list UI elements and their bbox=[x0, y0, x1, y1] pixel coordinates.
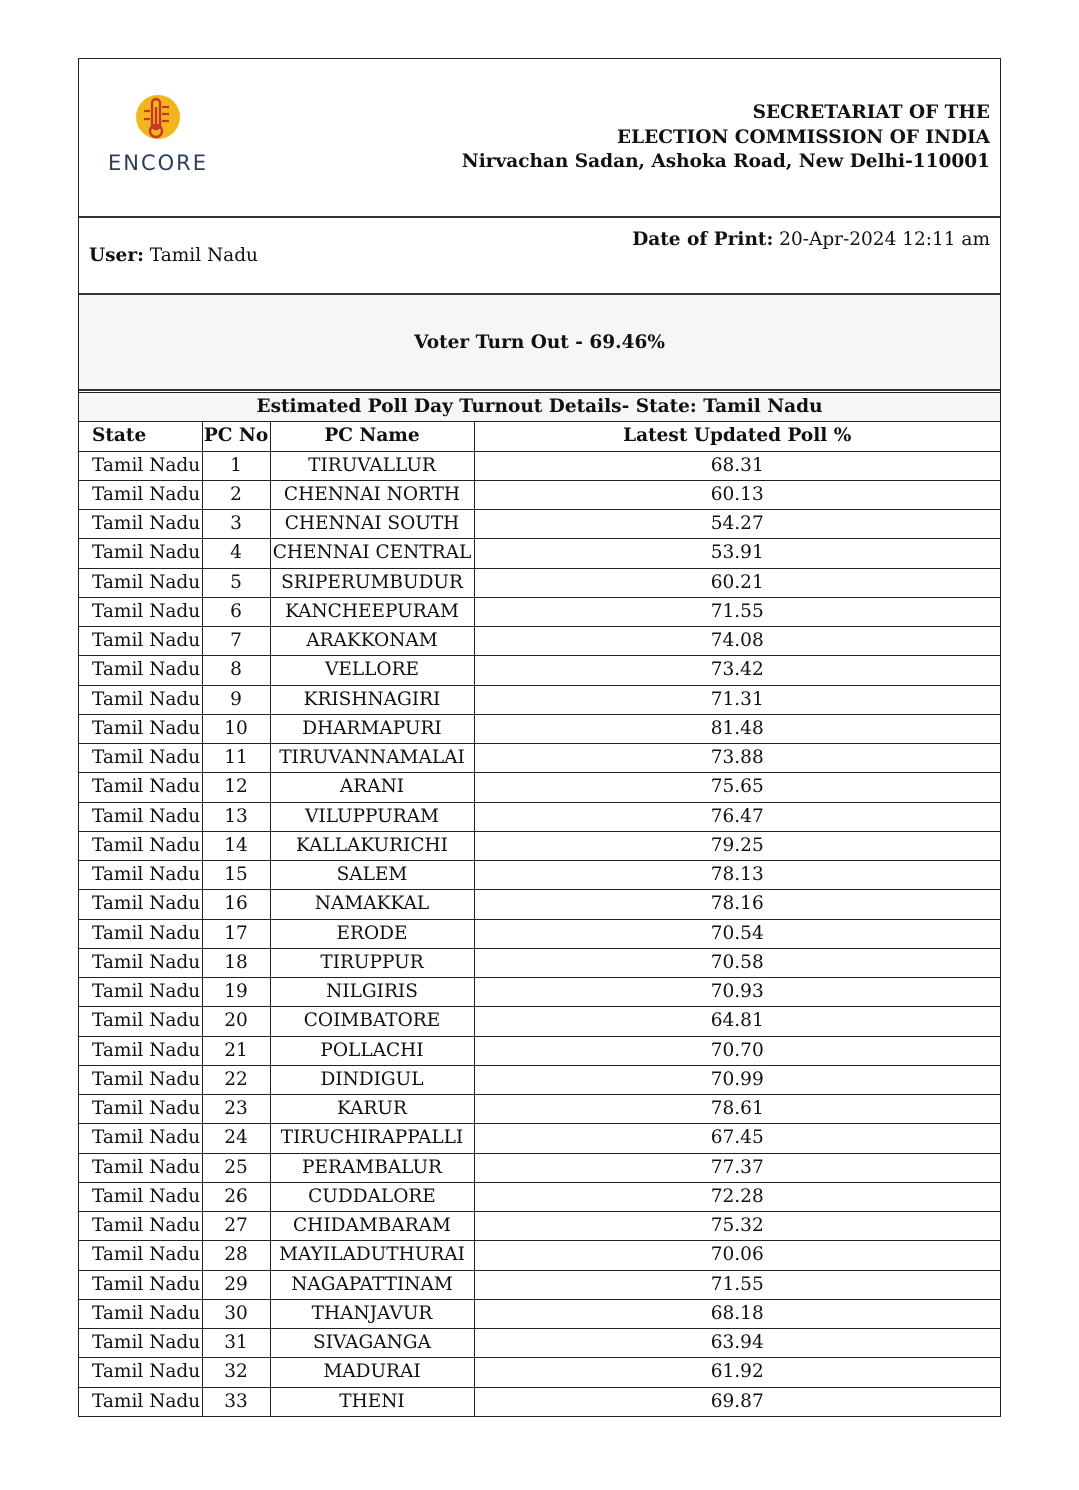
table-row bbox=[79, 1299, 1000, 1328]
pc-no-cell: 1 bbox=[202, 451, 270, 480]
pc-no-cell: 12 bbox=[202, 773, 270, 802]
poll-percent-cell: 76.47 bbox=[474, 802, 1000, 831]
poll-percent-cell: 68.31 bbox=[474, 451, 1000, 480]
state-cell: Tamil Nadu bbox=[79, 948, 202, 977]
poll-percent-cell: 78.61 bbox=[474, 1095, 1000, 1124]
table-body bbox=[79, 451, 1000, 1416]
state-cell: Tamil Nadu bbox=[79, 568, 202, 597]
encore-thermometer-icon bbox=[103, 93, 213, 149]
state-cell: Tamil Nadu bbox=[79, 1153, 202, 1182]
poll-percent-cell: 54.27 bbox=[474, 510, 1000, 539]
state-cell: Tamil Nadu bbox=[79, 1124, 202, 1153]
table-row bbox=[79, 1036, 1000, 1065]
pc-name-cell: MAYILADUTHURAI bbox=[270, 1241, 474, 1270]
poll-percent-cell: 77.37 bbox=[474, 1153, 1000, 1182]
poll-percent-cell: 69.87 bbox=[474, 1387, 1000, 1416]
state-cell: Tamil Nadu bbox=[79, 1329, 202, 1358]
table-row bbox=[79, 656, 1000, 685]
pc-name-cell: POLLACHI bbox=[270, 1036, 474, 1065]
pc-name-cell: NILGIRIS bbox=[270, 978, 474, 1007]
table-row bbox=[79, 1358, 1000, 1387]
poll-percent-cell: 53.91 bbox=[474, 539, 1000, 568]
document-page bbox=[78, 58, 1001, 1417]
state-cell: Tamil Nadu bbox=[79, 627, 202, 656]
table-caption-row bbox=[79, 393, 1000, 422]
pc-name-cell: DINDIGUL bbox=[270, 1065, 474, 1094]
pc-no-cell: 7 bbox=[202, 627, 270, 656]
column-header-poll-percent: Latest Updated Poll % bbox=[474, 422, 1000, 451]
table-row bbox=[79, 1153, 1000, 1182]
pc-name-cell: DHARMAPURI bbox=[270, 714, 474, 743]
table-row bbox=[79, 1065, 1000, 1094]
user-label: User: bbox=[89, 245, 144, 266]
pc-no-cell: 15 bbox=[202, 861, 270, 890]
state-cell: Tamil Nadu bbox=[79, 919, 202, 948]
state-cell: Tamil Nadu bbox=[79, 656, 202, 685]
pc-name-cell: VELLORE bbox=[270, 656, 474, 685]
pc-no-cell: 27 bbox=[202, 1212, 270, 1241]
pc-no-cell: 28 bbox=[202, 1241, 270, 1270]
pc-name-cell: NAGAPATTINAM bbox=[270, 1270, 474, 1299]
document-header bbox=[79, 59, 1000, 218]
state-cell: Tamil Nadu bbox=[79, 1095, 202, 1124]
poll-percent-cell: 64.81 bbox=[474, 1007, 1000, 1036]
user-value: Tamil Nadu bbox=[149, 245, 258, 266]
state-cell: Tamil Nadu bbox=[79, 802, 202, 831]
address-line-1: SECRETARIAT OF THE bbox=[752, 102, 990, 123]
table-row bbox=[79, 1182, 1000, 1211]
poll-percent-cell: 61.92 bbox=[474, 1358, 1000, 1387]
poll-percent-cell: 71.31 bbox=[474, 685, 1000, 714]
pc-name-cell: MADURAI bbox=[270, 1358, 474, 1387]
table-row bbox=[79, 773, 1000, 802]
column-header-state: State bbox=[79, 422, 202, 451]
state-cell: Tamil Nadu bbox=[79, 451, 202, 480]
pc-no-cell: 11 bbox=[202, 744, 270, 773]
pc-no-cell: 26 bbox=[202, 1182, 270, 1211]
table-row bbox=[79, 1329, 1000, 1358]
poll-percent-cell: 81.48 bbox=[474, 714, 1000, 743]
state-cell: Tamil Nadu bbox=[79, 1212, 202, 1241]
pc-name-cell: ERODE bbox=[270, 919, 474, 948]
pc-name-cell: THENI bbox=[270, 1387, 474, 1416]
state-cell: Tamil Nadu bbox=[79, 685, 202, 714]
poll-percent-cell: 68.18 bbox=[474, 1299, 1000, 1328]
print-date-value: 20-Apr-2024 12:11 am bbox=[779, 229, 990, 250]
table-row bbox=[79, 714, 1000, 743]
table-row bbox=[79, 510, 1000, 539]
state-cell: Tamil Nadu bbox=[79, 1065, 202, 1094]
pc-no-cell: 13 bbox=[202, 802, 270, 831]
poll-percent-cell: 67.45 bbox=[474, 1124, 1000, 1153]
pc-no-cell: 20 bbox=[202, 1007, 270, 1036]
table-row bbox=[79, 539, 1000, 568]
pc-no-cell: 24 bbox=[202, 1124, 270, 1153]
pc-name-cell: PERAMBALUR bbox=[270, 1153, 474, 1182]
poll-percent-cell: 70.70 bbox=[474, 1036, 1000, 1065]
pc-no-cell: 29 bbox=[202, 1270, 270, 1299]
pc-name-cell: ARANI bbox=[270, 773, 474, 802]
table-row bbox=[79, 831, 1000, 860]
poll-percent-cell: 70.93 bbox=[474, 978, 1000, 1007]
pc-no-cell: 25 bbox=[202, 1153, 270, 1182]
poll-percent-cell: 75.65 bbox=[474, 773, 1000, 802]
state-cell: Tamil Nadu bbox=[79, 1241, 202, 1270]
pc-no-cell: 23 bbox=[202, 1095, 270, 1124]
table-row bbox=[79, 597, 1000, 626]
pc-no-cell: 33 bbox=[202, 1387, 270, 1416]
address-line-2: ELECTION COMMISSION OF INDIA bbox=[616, 126, 990, 148]
pc-name-cell: KANCHEEPURAM bbox=[270, 597, 474, 626]
pc-no-cell: 30 bbox=[202, 1299, 270, 1328]
pc-name-cell: SALEM bbox=[270, 861, 474, 890]
pc-name-cell: COIMBATORE bbox=[270, 1007, 474, 1036]
pc-no-cell: 21 bbox=[202, 1036, 270, 1065]
pc-no-cell: 10 bbox=[202, 714, 270, 743]
table-row bbox=[79, 1241, 1000, 1270]
pc-name-cell: KARUR bbox=[270, 1095, 474, 1124]
table-row bbox=[79, 1124, 1000, 1153]
pc-name-cell: VILUPPURAM bbox=[270, 802, 474, 831]
poll-percent-cell: 79.25 bbox=[474, 831, 1000, 860]
print-date-label: Date of Print: bbox=[632, 229, 774, 250]
meta-row bbox=[79, 218, 1000, 295]
state-cell: Tamil Nadu bbox=[79, 773, 202, 802]
table-row bbox=[79, 978, 1000, 1007]
logo-text: ENCORE bbox=[107, 151, 209, 175]
pc-name-cell: TIRUVANNAMALAI bbox=[270, 744, 474, 773]
state-cell: Tamil Nadu bbox=[79, 978, 202, 1007]
pc-name-cell: SRIPERUMBUDUR bbox=[270, 568, 474, 597]
pc-no-cell: 14 bbox=[202, 831, 270, 860]
state-cell: Tamil Nadu bbox=[79, 1270, 202, 1299]
poll-percent-cell: 71.55 bbox=[474, 1270, 1000, 1299]
pc-name-cell: CHIDAMBARAM bbox=[270, 1212, 474, 1241]
pc-no-cell: 6 bbox=[202, 597, 270, 626]
turnout-table bbox=[79, 392, 1000, 1416]
poll-percent-cell: 74.08 bbox=[474, 627, 1000, 656]
column-header-pc-name: PC Name bbox=[270, 422, 474, 451]
pc-no-cell: 3 bbox=[202, 510, 270, 539]
pc-no-cell: 9 bbox=[202, 685, 270, 714]
poll-percent-cell: 78.16 bbox=[474, 890, 1000, 919]
column-header-pc-no: PC No bbox=[202, 422, 270, 451]
table-caption: Estimated Poll Day Turnout Details- State: Tamil Nadu bbox=[79, 393, 1000, 422]
voter-turnout-summary: Voter Turn Out - 69.46% bbox=[79, 295, 1000, 391]
table-row bbox=[79, 627, 1000, 656]
pc-no-cell: 31 bbox=[202, 1329, 270, 1358]
state-cell: Tamil Nadu bbox=[79, 1182, 202, 1211]
pc-name-cell: CUDDALORE bbox=[270, 1182, 474, 1211]
pc-name-cell: CHENNAI SOUTH bbox=[270, 510, 474, 539]
state-cell: Tamil Nadu bbox=[79, 539, 202, 568]
pc-no-cell: 17 bbox=[202, 919, 270, 948]
table-row bbox=[79, 685, 1000, 714]
pc-no-cell: 16 bbox=[202, 890, 270, 919]
table-row bbox=[79, 1095, 1000, 1124]
state-cell: Tamil Nadu bbox=[79, 510, 202, 539]
state-cell: Tamil Nadu bbox=[79, 1299, 202, 1328]
poll-percent-cell: 71.55 bbox=[474, 597, 1000, 626]
poll-percent-cell: 73.42 bbox=[474, 656, 1000, 685]
table-row bbox=[79, 744, 1000, 773]
pc-no-cell: 18 bbox=[202, 948, 270, 977]
pc-name-cell: KRISHNAGIRI bbox=[270, 685, 474, 714]
table-row bbox=[79, 802, 1000, 831]
table-row bbox=[79, 861, 1000, 890]
table-row bbox=[79, 1007, 1000, 1036]
pc-name-cell: CHENNAI NORTH bbox=[270, 480, 474, 509]
poll-percent-cell: 73.88 bbox=[474, 744, 1000, 773]
address-line-3: Nirvachan Sadan, Ashoka Road, New Delhi-110001 bbox=[461, 151, 990, 172]
pc-name-cell: NAMAKKAL bbox=[270, 890, 474, 919]
table-row bbox=[79, 890, 1000, 919]
table-row bbox=[79, 451, 1000, 480]
state-cell: Tamil Nadu bbox=[79, 480, 202, 509]
poll-percent-cell: 60.21 bbox=[474, 568, 1000, 597]
pc-name-cell: CHENNAI CENTRAL bbox=[270, 539, 474, 568]
pc-no-cell: 5 bbox=[202, 568, 270, 597]
poll-percent-cell: 70.54 bbox=[474, 919, 1000, 948]
table-row bbox=[79, 948, 1000, 977]
table-row bbox=[79, 1212, 1000, 1241]
poll-percent-cell: 70.58 bbox=[474, 948, 1000, 977]
encore-logo bbox=[103, 93, 213, 183]
state-cell: Tamil Nadu bbox=[79, 714, 202, 743]
poll-percent-cell: 75.32 bbox=[474, 1212, 1000, 1241]
poll-percent-cell: 60.13 bbox=[474, 480, 1000, 509]
poll-percent-cell: 70.06 bbox=[474, 1241, 1000, 1270]
state-cell: Tamil Nadu bbox=[79, 861, 202, 890]
pc-no-cell: 2 bbox=[202, 480, 270, 509]
state-cell: Tamil Nadu bbox=[79, 597, 202, 626]
pc-no-cell: 32 bbox=[202, 1358, 270, 1387]
pc-name-cell: SIVAGANGA bbox=[270, 1329, 474, 1358]
table-row bbox=[79, 480, 1000, 509]
table-header-row bbox=[79, 422, 1000, 451]
pc-no-cell: 22 bbox=[202, 1065, 270, 1094]
pc-name-cell: TIRUCHIRAPPALLI bbox=[270, 1124, 474, 1153]
table-row bbox=[79, 568, 1000, 597]
poll-percent-cell: 78.13 bbox=[474, 861, 1000, 890]
pc-name-cell: THANJAVUR bbox=[270, 1299, 474, 1328]
table-row bbox=[79, 1387, 1000, 1416]
pc-name-cell: KALLAKURICHI bbox=[270, 831, 474, 860]
pc-no-cell: 19 bbox=[202, 978, 270, 1007]
table-row bbox=[79, 919, 1000, 948]
state-cell: Tamil Nadu bbox=[79, 1387, 202, 1416]
state-cell: Tamil Nadu bbox=[79, 890, 202, 919]
table-row bbox=[79, 1270, 1000, 1299]
state-cell: Tamil Nadu bbox=[79, 831, 202, 860]
poll-percent-cell: 72.28 bbox=[474, 1182, 1000, 1211]
pc-no-cell: 8 bbox=[202, 656, 270, 685]
issuer-address bbox=[462, 101, 990, 175]
state-cell: Tamil Nadu bbox=[79, 1036, 202, 1065]
user-info bbox=[89, 245, 258, 266]
state-cell: Tamil Nadu bbox=[79, 744, 202, 773]
state-cell: Tamil Nadu bbox=[79, 1007, 202, 1036]
poll-percent-cell: 70.99 bbox=[474, 1065, 1000, 1094]
pc-name-cell: TIRUVALLUR bbox=[270, 451, 474, 480]
pc-no-cell: 4 bbox=[202, 539, 270, 568]
state-cell: Tamil Nadu bbox=[79, 1358, 202, 1387]
poll-percent-cell: 63.94 bbox=[474, 1329, 1000, 1358]
print-date bbox=[632, 229, 990, 250]
pc-name-cell: ARAKKONAM bbox=[270, 627, 474, 656]
pc-name-cell: TIRUPPUR bbox=[270, 948, 474, 977]
